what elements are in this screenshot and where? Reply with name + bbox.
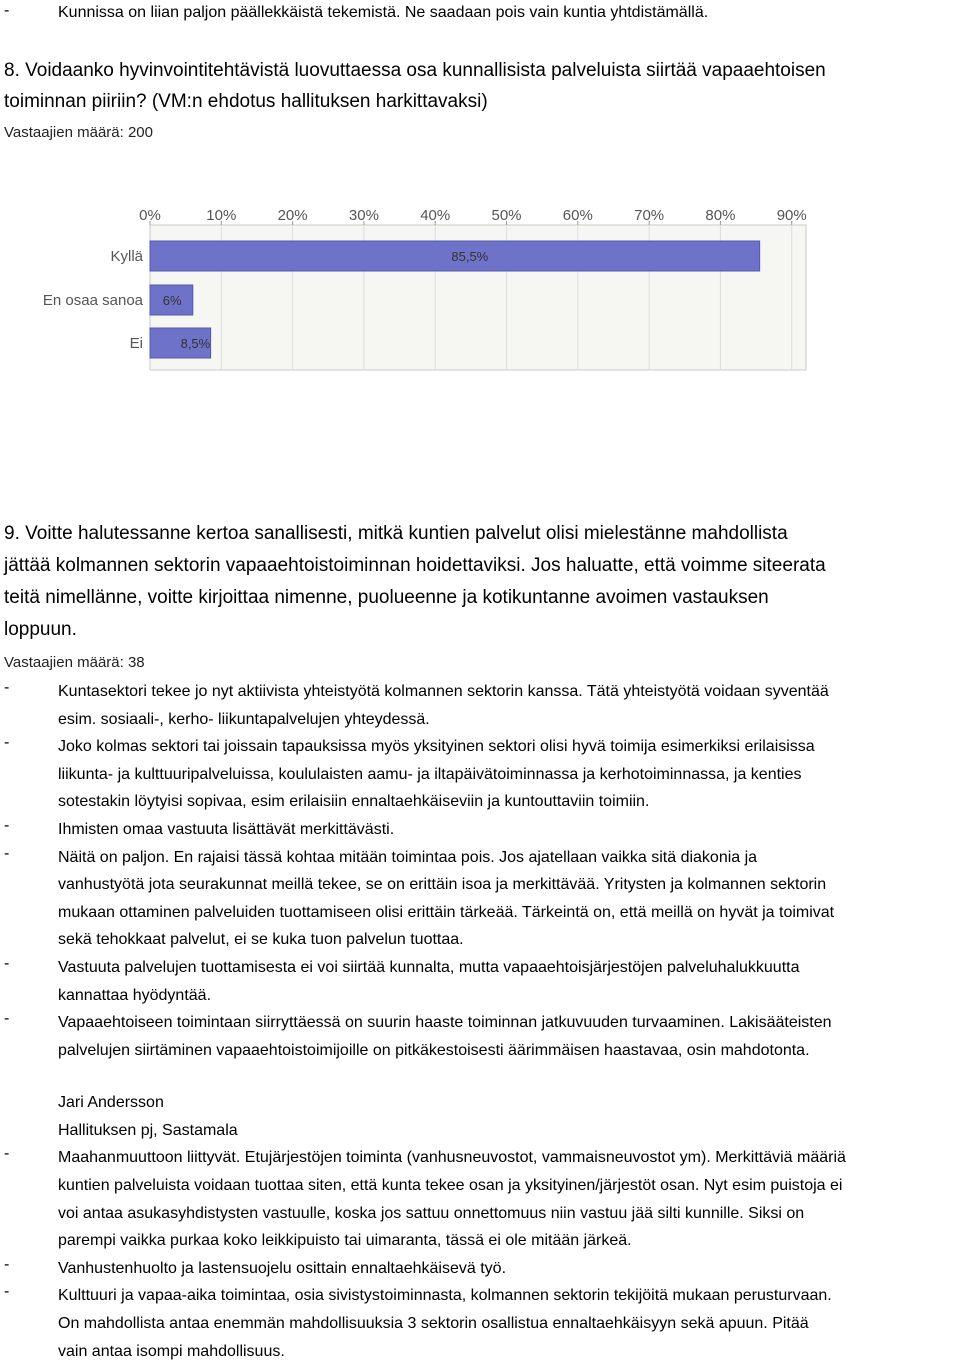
answer-text-line: Kuntasektori tekee jo nyt aktiivista yhteistyötä kolmannen sektorin kanssa. Tätä yhteistyötä voidaan syventää	[58, 683, 829, 700]
answer-text-line: vain antaa isompi mahdollisuus.	[58, 1342, 285, 1360]
chart-value-label: 6%	[162, 293, 182, 308]
chart-tick-label: 20%	[277, 207, 308, 224]
chart-tick-label: 0%	[139, 207, 161, 224]
answer-text-line: kuntien palveluista voidaan tuottaa siten, että kunta tekee osan ja yksityinen/järjestöt osan. Nyt esim puistoja ei	[58, 1177, 843, 1195]
chart-category-label: En osaa sanoa	[42, 292, 143, 309]
chart-tick-label: 30%	[348, 207, 379, 224]
q8-title-line-1: 8. Voidaanko hyvinvointitehtävistä luovuttaessa osa kunnallisista palveluista siirtää vapaaehtoisen	[4, 60, 826, 81]
answer-dash: -	[4, 1283, 10, 1301]
q9-title-line-2: jättää kolmannen sektorin vapaaehtoistoiminnan hoidettaviksi. Jos haluatte, että voimme siteerata	[4, 555, 826, 576]
chart-tick-label: 10%	[206, 207, 237, 224]
answer-text-line: Hallituksen pj, Sastamala	[58, 1121, 238, 1139]
answer-dash: -	[4, 817, 10, 834]
q9-title-line-1: 9. Voitte halutessanne kertoa sanallisesti, mitkä kuntien palvelut olisi mielestänne mahdollista	[4, 523, 788, 544]
q9-respondent-count: Vastaajien määrä: 38	[4, 654, 145, 671]
answer-dash: -	[4, 955, 10, 972]
chart-tick-label: 80%	[705, 207, 736, 224]
answer-dash: -	[4, 679, 10, 696]
answer-dash: -	[4, 1010, 10, 1028]
answer-text-line: vanhustyötä jota seurakunnat meillä tekee, se on erittäin isoa ja merkittävää. Yritysten ja kolmannen sektorin	[58, 876, 827, 894]
answer-text-line: Joko kolmas sektori tai joissain tapauksissa myös yksityinen sektori olisi hyvä toimija esimerkiksi erilaisissa	[58, 738, 815, 756]
answer-text-line: Ihmisten omaa vastuuta lisättävät merkittävästi.	[58, 821, 395, 838]
q9-title-line-4: loppuun.	[4, 619, 77, 640]
answer-text-line: mukaan ottaminen palveluiden tuottamiseen olisi erittäin tärkeää. Tärkeintä on, että meillä on hyvät ja toimivat	[58, 903, 835, 921]
answer-text-line: Kulttuuri ja vapaa-aika toimintaa, osia sivistystoiminnasta, kolmannen sektorin tekijöitä mukaan perusturvaan.	[58, 1287, 832, 1305]
answer-text-line: Jari Andersson	[58, 1094, 164, 1112]
chart-tick-label: 70%	[634, 207, 665, 224]
chart-category-label: Kyllä	[110, 248, 143, 265]
answer-text-line: sekä tehokkaat palvelut, ei se kuka tuon palvelun tuottaa.	[58, 931, 464, 949]
q9-title-line-3: teitä nimellänne, voitte kirjoittaa nimenne, puolueenne ja kotikuntanne avoimen vastauksen	[4, 587, 769, 608]
answer-text-line: Vanhustenhuolto ja lastensuojelu osittain ennaltaehkäisevä työ.	[58, 1259, 507, 1277]
chart-value-label: 8,5%	[180, 336, 211, 351]
chart-tick-label: 90%	[776, 207, 807, 224]
top-line-text: Kunnissa on liian paljon päällekkäistä tekemistä. Ne saadaan pois vain kuntia yhtdistämällä.	[58, 4, 709, 21]
q8-bar-chart	[0, 190, 960, 380]
answer-text-line: Näitä on paljon. En rajaisi tässä kohtaa mitään toimintaa pois. Jos ajatellaan vaikka sitä diakonia ja	[58, 848, 758, 866]
answer-text-line: voi antaa asukasyhdistysten vastuulle, koska jos sattuu onnettomuus niin vastuu jää silti kunnille. Siksi on	[58, 1204, 805, 1222]
q8-title-line-2: toiminnan piiriin? (VM:n ehdotus hallituksen harkittavaksi)	[4, 91, 488, 112]
q8-respondent-count: Vastaajien määrä: 200	[4, 124, 153, 141]
answer-dash: -	[4, 734, 10, 752]
answer-text-line: sotestakin löytyisi sopivaa, esim erilaisiin ennaltaehkäiseviin ja kuntouttaviin toimiin.	[58, 793, 650, 811]
answer-text-line: Vapaaehtoiseen toimintaan siirryttäessä on suurin haaste toiminnan jatkuvuuden turvaaminen. Lakisääteisten	[58, 1014, 832, 1032]
top-line-dash: -	[4, 2, 10, 19]
answer-text-line: liikunta- ja kulttuuripalveluissa, koululaisten aamu- ja iltapäivätoiminnassa ja kerhotoiminnassa, ja kenties	[58, 765, 802, 783]
chart-value-label: 85,5%	[451, 249, 489, 264]
answer-text-line: Vastuuta palvelujen tuottamisesta ei voi siirtää kunnalta, mutta vapaaehtoisjärjestöjen palveluhalukkuutta	[58, 959, 800, 976]
answer-text-line: Maahanmuuttoon liittyvät. Etujärjestöjen toiminta (vanhusneuvostot, vammaisneuvostot ym). Merkittäviä määriä	[58, 1149, 846, 1167]
answer-dash: -	[4, 1255, 10, 1273]
answer-text-line: kannattaa hyödyntää.	[58, 986, 212, 1004]
answer-text-line: palvelujen siirtäminen vapaaehtoistoimijoille on pitkäkestoisesti äärimmäisen haastavaa, osin mahdotonta.	[58, 1041, 810, 1059]
chart-svg	[0, 190, 960, 380]
answer-dash: -	[4, 1145, 10, 1163]
answer-text-line: parempi vaikka purkaa koko leikkipuisto tai uimaranta, tässä ei ole mitään järkeä.	[58, 1232, 632, 1250]
chart-tick-label: 40%	[420, 207, 451, 224]
chart-tick-label: 50%	[491, 207, 522, 224]
answer-text-line: On mahdollista antaa enemmän mahdollisuuksia 3 sektorin osallistua ennaltaehkäisyyn sekä apuun. Pitää	[58, 1315, 809, 1333]
answer-text-line: esim. sosiaali-, kerho- liikuntapalvelujen yhteydessä.	[58, 710, 430, 728]
chart-tick-label: 60%	[562, 207, 593, 224]
answer-dash: -	[4, 844, 10, 862]
chart-category-label: Ei	[129, 335, 143, 352]
